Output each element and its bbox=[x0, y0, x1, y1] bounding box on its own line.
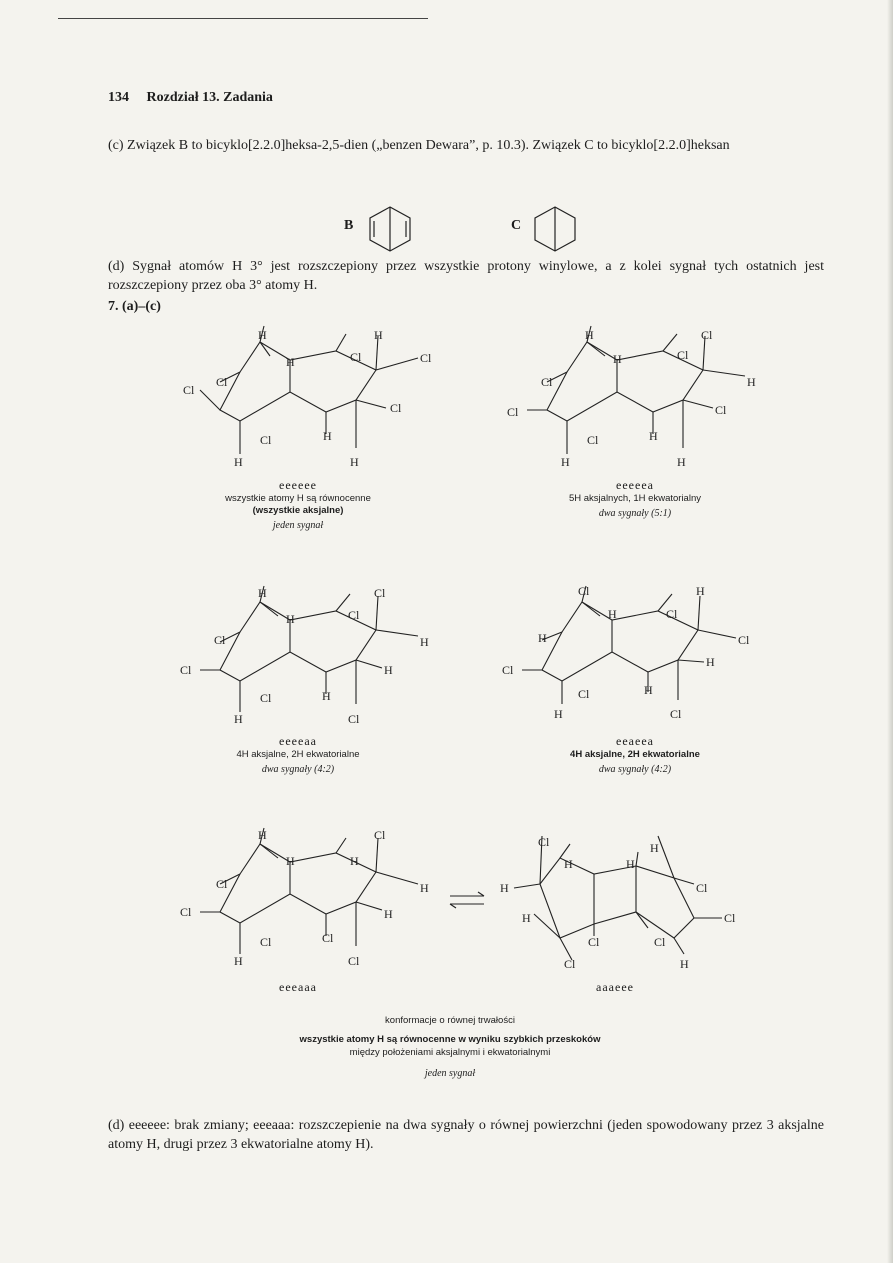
atom-cl: Cl bbox=[670, 707, 682, 721]
atom-cl: Cl bbox=[715, 403, 727, 417]
atom-cl: Cl bbox=[214, 633, 226, 647]
atom-h: H bbox=[420, 635, 429, 649]
atom-cl: Cl bbox=[587, 433, 599, 447]
atom-cl: Cl bbox=[374, 828, 386, 842]
atom-h: H bbox=[644, 683, 653, 697]
atom-h: H bbox=[286, 355, 295, 369]
conformation-code: eeeeea bbox=[616, 478, 654, 492]
signal-count: dwa sygnały (5:1) bbox=[598, 508, 672, 519]
label-c: C bbox=[511, 218, 522, 233]
atom-h: H bbox=[522, 911, 531, 925]
chapter-title: Rozdział 13. Zadania bbox=[146, 90, 273, 105]
atom-cl: Cl bbox=[260, 433, 272, 447]
description-line: 4H aksjalne, 2H ekwatorialne bbox=[570, 749, 700, 760]
atom-h: H bbox=[384, 907, 393, 921]
top-rule bbox=[58, 18, 428, 19]
atom-cl: Cl bbox=[578, 584, 590, 598]
atom-cl: Cl bbox=[696, 881, 708, 895]
conformation-code: aaaeee bbox=[596, 980, 634, 994]
atom-cl: Cl bbox=[350, 350, 362, 364]
atom-cl: Cl bbox=[666, 607, 678, 621]
atom-cl: Cl bbox=[180, 663, 192, 677]
structure-eeaeea bbox=[500, 580, 760, 730]
signal-count: dwa sygnały (4:2) bbox=[261, 764, 335, 775]
description-line: 5H aksjalnych, 1H ekwatorialny bbox=[568, 493, 701, 504]
conformation-code: eeeeee bbox=[279, 478, 317, 492]
atom-h: H bbox=[561, 455, 570, 469]
atom-h: H bbox=[554, 707, 563, 721]
problem-7-text: 7. (a)–(c) bbox=[108, 299, 161, 314]
description-line: 4H aksjalne, 2H ekwatorialne bbox=[236, 749, 360, 760]
structure-eeeeee bbox=[178, 326, 432, 476]
atom-cl: Cl bbox=[260, 935, 272, 949]
atom-cl: Cl bbox=[260, 691, 272, 705]
atom-h: H bbox=[286, 854, 295, 868]
conformation-code: eeeeaa bbox=[279, 734, 317, 748]
atom-cl: Cl bbox=[541, 375, 553, 389]
atom-cl: Cl bbox=[374, 586, 386, 600]
atom-cl: Cl bbox=[322, 931, 334, 945]
atom-h: H bbox=[626, 857, 635, 871]
paragraph-c: (c) Związek B to bicyklo[2.2.0]heksa-2,5-dien („benzen Dewara”, p. 10.3). Związek C to bicyklo[2.2.0]heksan bbox=[108, 138, 730, 153]
atom-cl: Cl bbox=[348, 954, 360, 968]
atom-cl: Cl bbox=[216, 877, 228, 891]
atom-h: H bbox=[234, 455, 243, 469]
label-b: B bbox=[344, 218, 354, 233]
bicyclohexane-structure bbox=[530, 205, 580, 253]
atom-h: H bbox=[613, 352, 622, 366]
atom-cl: Cl bbox=[654, 935, 666, 949]
atom-h: H bbox=[322, 689, 331, 703]
atom-h: H bbox=[500, 881, 509, 895]
atom-h: H bbox=[258, 328, 267, 342]
caption-signal: jeden sygnał bbox=[424, 1068, 476, 1079]
atom-h: H bbox=[677, 455, 686, 469]
atom-cl: Cl bbox=[724, 911, 736, 925]
atom-cl: Cl bbox=[183, 383, 195, 397]
atom-cl: Cl bbox=[348, 712, 360, 726]
caption-aaaeee bbox=[565, 980, 665, 995]
caption-line-3: między położeniami aksjalnymi i ekwatorialnymi bbox=[349, 1047, 551, 1058]
atom-h: H bbox=[384, 663, 393, 677]
atom-h: H bbox=[649, 429, 658, 443]
caption-eeeaaa bbox=[248, 980, 348, 995]
structure-eeeeaa bbox=[178, 586, 428, 731]
atom-h: H bbox=[696, 584, 705, 598]
dewar-benzene-structure bbox=[365, 205, 415, 253]
atom-h: H bbox=[234, 954, 243, 968]
description-line: (wszystkie aksjalne) bbox=[252, 505, 344, 516]
page-edge-shadow bbox=[887, 0, 893, 1263]
structure-eeeeea bbox=[505, 326, 765, 476]
atom-h: H bbox=[374, 328, 383, 342]
atom-cl: Cl bbox=[420, 351, 432, 365]
conformation-code: eeeaaa bbox=[279, 980, 317, 994]
equilibrium-arrows bbox=[446, 890, 488, 910]
atom-cl: Cl bbox=[701, 328, 713, 342]
atom-cl: Cl bbox=[578, 687, 590, 701]
caption-eeaeea bbox=[535, 734, 735, 775]
atom-h: H bbox=[258, 586, 267, 600]
caption-eeeeee bbox=[198, 478, 398, 531]
atom-cl: Cl bbox=[538, 835, 550, 849]
signal-count: jeden sygnał bbox=[272, 520, 324, 531]
paragraph-d: (d) Sygnał atomów H 3° jest rozszczepiony przez wszystkie protony winylowe, a z kolei sygnał tych ostatnich jest rozszczepiony przez oba 3° atomy H. bbox=[108, 259, 824, 293]
atom-cl: Cl bbox=[677, 348, 689, 362]
atom-h: H bbox=[650, 841, 659, 855]
atom-h: H bbox=[350, 854, 359, 868]
atom-cl: Cl bbox=[564, 957, 576, 971]
atom-cl: Cl bbox=[216, 375, 228, 389]
atom-h: H bbox=[286, 612, 295, 626]
conformation-code: eeaeea bbox=[616, 734, 654, 748]
description-line: wszystkie atomy H są równocenne bbox=[225, 493, 371, 504]
atom-h: H bbox=[234, 712, 243, 726]
structure-eeeaaa bbox=[178, 828, 428, 973]
atom-cl: Cl bbox=[502, 663, 514, 677]
atom-h: H bbox=[585, 328, 594, 342]
atom-h: H bbox=[564, 857, 573, 871]
atom-h: H bbox=[420, 881, 429, 895]
caption-eeeeaa bbox=[198, 734, 398, 775]
atom-cl: Cl bbox=[738, 633, 750, 647]
atom-h: H bbox=[706, 655, 715, 669]
atom-h: H bbox=[608, 607, 617, 621]
structure-aaaeee bbox=[498, 828, 758, 973]
problem-7-label bbox=[108, 297, 824, 316]
caption-line-2: wszystkie atomy H są równocenne w wyniku szybkich przeskoków bbox=[299, 1034, 601, 1045]
atom-cl: Cl bbox=[180, 905, 192, 919]
page-header bbox=[108, 90, 273, 106]
atom-cl: Cl bbox=[390, 401, 402, 415]
atom-cl: Cl bbox=[588, 935, 600, 949]
atom-h: H bbox=[747, 375, 756, 389]
atom-h: H bbox=[258, 828, 267, 842]
atom-h: H bbox=[680, 957, 689, 971]
atom-h: H bbox=[538, 631, 547, 645]
paragraph-d2: (d) eeeeee: brak zmiany; eeeaaa: rozszczepienie na dwa sygnały o równej powierzchni (jeden spowodowany przez 3 aksjalne atomy H, drugi przez 3 ekwatorialne atomy H). bbox=[108, 1118, 824, 1152]
caption-eeeeea bbox=[535, 478, 735, 519]
atom-h: H bbox=[323, 429, 332, 443]
atom-h: H bbox=[350, 455, 359, 469]
page-number: 134 bbox=[108, 90, 129, 105]
atom-cl: Cl bbox=[348, 608, 360, 622]
caption-line-1: konformacje o równej trwałości bbox=[385, 1015, 515, 1026]
atom-cl: Cl bbox=[507, 405, 519, 419]
bottom-caption bbox=[200, 1014, 700, 1080]
signal-count: dwa sygnały (4:2) bbox=[598, 764, 672, 775]
